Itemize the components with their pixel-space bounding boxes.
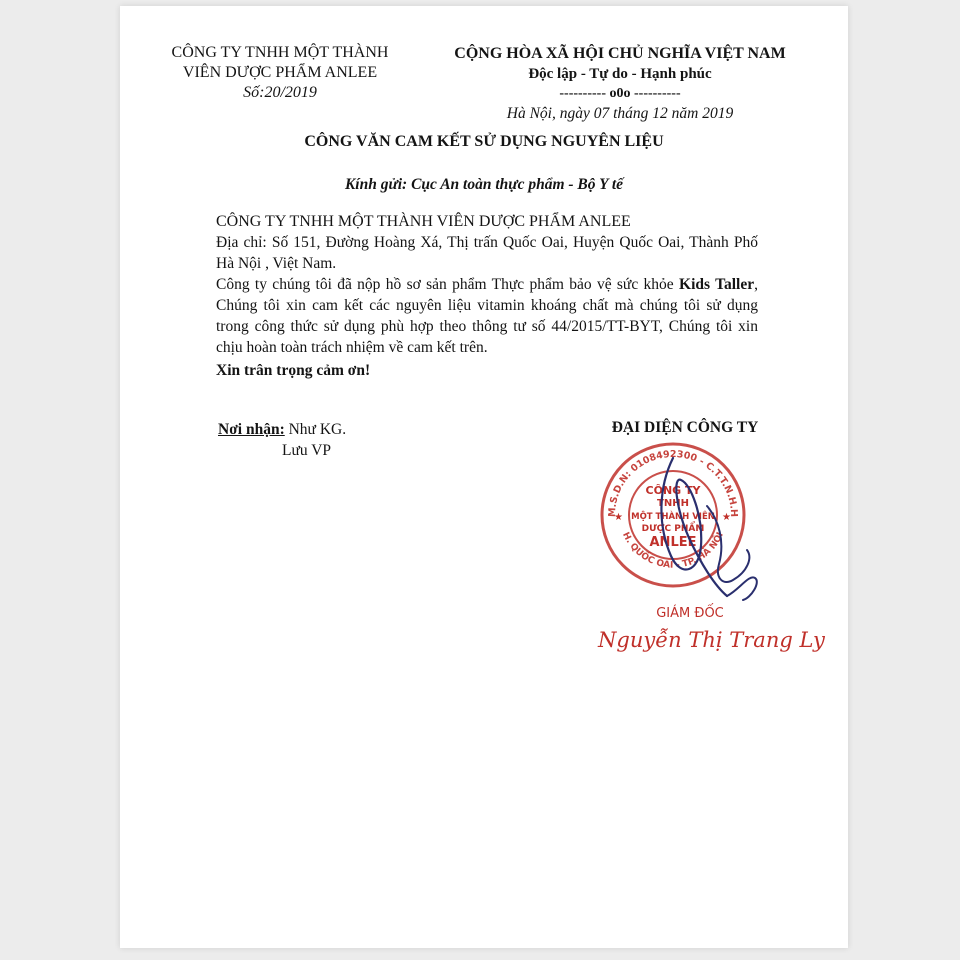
receivers-label: Nơi nhận:	[218, 421, 285, 438]
company-name-line2: VIÊN DƯỢC PHẨM ANLEE	[182, 64, 378, 81]
director-signature	[615, 446, 795, 616]
national-header	[420, 44, 820, 124]
body-company-name: CÔNG TY TNHH MỘT THÀNH VIÊN DƯỢC PHẨM ANLEE	[216, 213, 631, 230]
product-name: Kids Taller	[679, 276, 755, 293]
receivers-line2: Lưu VP	[282, 442, 332, 459]
document-page	[120, 6, 848, 948]
body-paragraph	[216, 274, 758, 358]
document-title: CÔNG VĂN CAM KẾT SỬ DỤNG NGUYÊN LIỆU	[304, 133, 664, 150]
body-address: Địa chỉ: Số 151, Đường Hoàng Xá, Thị trấn Quốc Oai, Huyện Quốc Oai, Thành Phố Hà Nội , Việt Nam.	[216, 234, 758, 272]
director-position: GIÁM ĐỐC	[656, 606, 724, 621]
header-separator: ---------- o0o ----------	[559, 86, 681, 101]
recipient-line: Kính gửi: Cục An toàn thực phẩm - Bộ Y tế	[344, 176, 624, 193]
stamp-line3: MỘT THÀNH VIÊN	[631, 512, 715, 522]
stamp-ring-top: M.S.D.N: 0108492300 - C.T.T.N.H.H	[606, 448, 740, 518]
paragraph-text-end: , Chúng tôi xin cam kết các nguyên liệu vitamin khoáng chất mà chúng tôi sử dụng trong công thức sử dụng phù hợp theo thông tư số 44/2015/TT-BYT, Chúng tôi xin chịu hoàn toàn trách nhiệm về cam kết trên.	[216, 276, 758, 356]
stamp-ring-bottom: H. QUỐC OAI - TP. HÀ NỘI	[620, 530, 726, 571]
receivers-line1: Như KG.	[284, 421, 347, 438]
stamp-line1: CÔNG TY	[645, 484, 701, 497]
company-name-line1: CÔNG TY TNHH MỘT THÀNH	[171, 44, 389, 61]
date-place: Hà Nội, ngày 07 tháng 12 năm 2019	[506, 105, 734, 122]
representative-title: ĐẠI DIỆN CÔNG TY	[611, 419, 759, 436]
company-header	[160, 43, 400, 103]
stamp-line2: TNHH	[657, 498, 689, 509]
country-name: CỘNG HÒA XÃ HỘI CHỦ NGHĨA VIỆT NAM	[454, 45, 786, 62]
stamp-star-right-icon: ★	[722, 512, 731, 523]
paragraph-text-start: Công ty chúng tôi đã nộp hồ sơ sản phẩm Thực phẩm bảo vệ sức khỏe	[216, 276, 680, 293]
director-name: Nguyễn Thị Trang Ly	[598, 628, 825, 652]
stamp-line4: DƯỢC PHẨM	[641, 524, 705, 534]
national-motto: Độc lập - Tự do - Hạnh phúc	[528, 66, 712, 82]
receivers-block	[218, 419, 346, 461]
document-number: Số:20/2019	[243, 84, 317, 101]
closing-thanks: Xin trân trọng cảm ơn!	[216, 362, 371, 379]
stamp-line5: ANLEE	[649, 535, 697, 550]
stamp-star-left-icon: ★	[614, 512, 623, 523]
